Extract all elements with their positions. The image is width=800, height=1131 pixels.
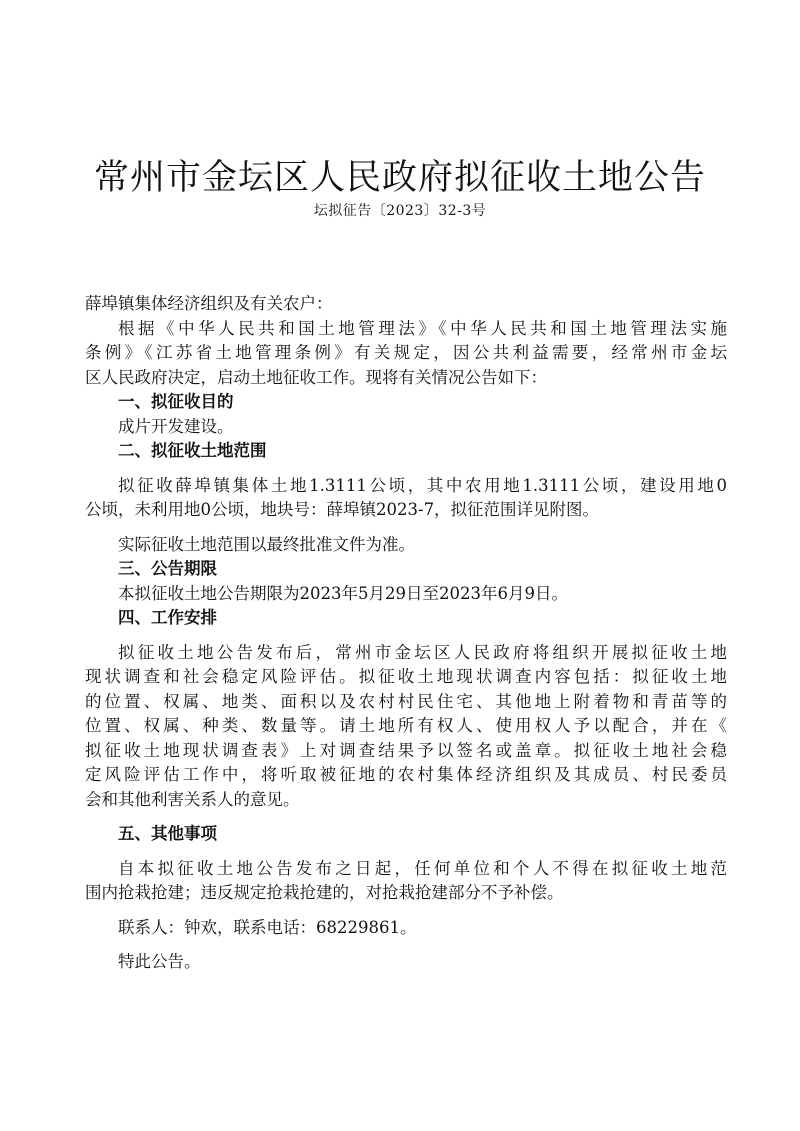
work-line: 会和其他利害关系人的意见。: [85, 789, 300, 809]
work-line: 的位置、权属、地类、面积以及农村村民住宅、其他地上附着物和青苗等的: [85, 691, 727, 711]
section-heading: 三、公告期限: [118, 559, 217, 578]
other-line: 围内抢栽抢建；违反规定抢栽抢建的，对抢栽抢建部分不予补偿。: [85, 883, 564, 902]
intro-line: 条例》《江苏省土地管理条例》有关规定，因公共利益需要，经常州市金坛: [85, 343, 727, 362]
section-heading: 一、拟征收目的: [118, 392, 234, 411]
closing-text: 特此公告。: [118, 952, 201, 971]
work-line: 拟征收土地公告发布后，常州市金坛区人民政府将组织开展拟征收土地: [118, 642, 727, 662]
range-paragraph: [85, 474, 727, 523]
work-line: 位置、权属、种类、数量等。请土地所有权人、使用权人予以配合，并在《: [85, 716, 727, 735]
work-line: 拟征收土地现状调查表》上对调查结果予以签名或盖章。拟征收土地社会稳: [85, 740, 727, 760]
section-heading: 二、拟征收土地范围: [118, 441, 267, 460]
section-heading: 四、工作安排: [118, 608, 217, 627]
work-line: 现状调查和社会稳定风险评估。拟征收土地现状调查内容包括：拟征收土地: [85, 667, 727, 686]
addressee: 薛埠镇集体经济组织及有关农户：: [85, 294, 333, 313]
work-arrangement-paragraph: [85, 641, 727, 813]
other-line: 自本拟征收土地公告发布之日起，任何单位和个人不得在拟征收土地范: [118, 858, 727, 878]
other-matters-paragraph: [85, 857, 727, 906]
document-number: 坛拟征告〔2023〕32-3号: [313, 203, 487, 219]
work-line: 定风险评估工作中，将听取被征地的农村集体经济组织及其成员、村民委员: [85, 765, 727, 784]
range-line: 拟征收薛埠镇集体土地1.3111公顷，其中农用地1.3111公顷，建设用地0: [118, 475, 727, 495]
intro-line: 区人民政府决定，启动土地征收工作。现将有关情况公告如下：: [85, 367, 547, 387]
document-body: [85, 292, 727, 975]
range-line: 公顷，未利用地0公顷，地块号：薛埠镇2023-7，拟征范围详见附图。: [85, 500, 600, 519]
contact-info: 联系人：钟欢，联系电话：68229861。: [118, 917, 417, 937]
range-note: 实际征收土地范围以最终批准文件为准。: [118, 534, 415, 554]
intro-paragraph: [85, 317, 727, 391]
document-title: 常州市金坛区人民政府拟征收土地公告: [93, 158, 706, 198]
section-text: 本拟征收土地公告期限为2023年5月29日至2023年6月9日。: [118, 583, 568, 603]
intro-line: 根据《中华人民共和国土地管理法》《中华人民共和国土地管理法实施: [118, 318, 727, 338]
section-text: 成片开发建设。: [118, 416, 234, 436]
section-heading: 五、其他事项: [118, 824, 217, 843]
